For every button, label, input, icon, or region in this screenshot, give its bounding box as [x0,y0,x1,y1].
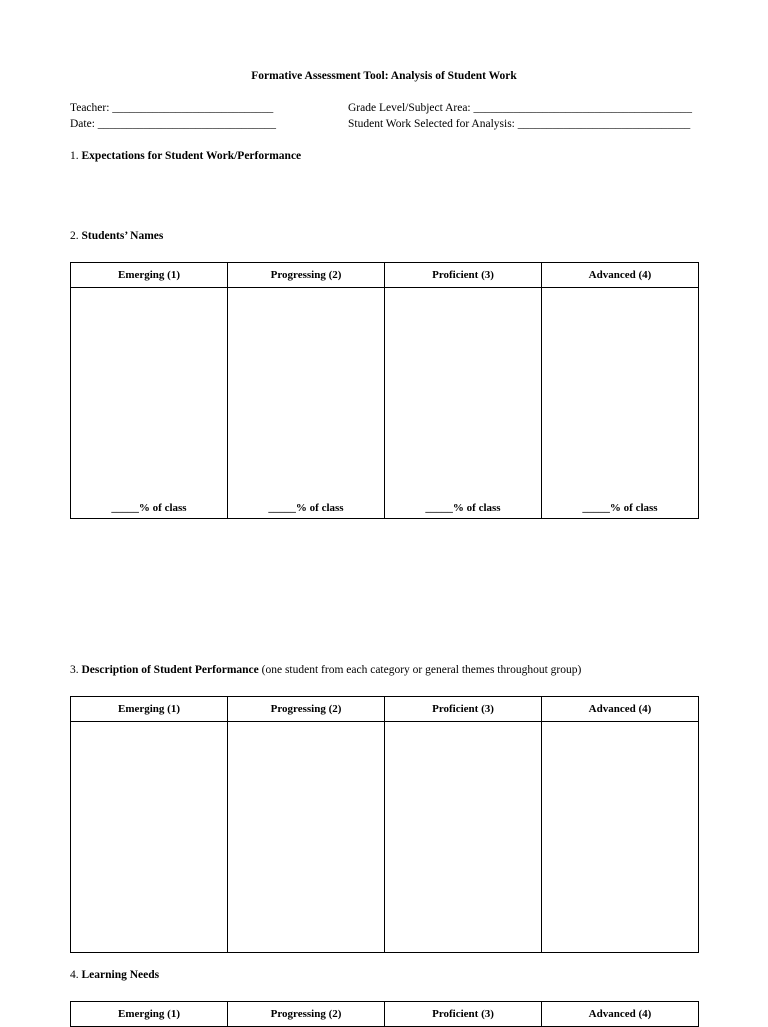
date-field[interactable]: Date: _______________________________ [70,118,277,130]
section-4-label: Learning Needs [81,969,160,981]
section-4-number: 4. [70,969,82,981]
column-header-proficient: Proficient (3) [385,263,542,288]
percent-of-class-proficient[interactable]: _____% of class [425,502,501,514]
column-header-advanced: Advanced (4) [542,1002,699,1027]
column-header-advanced: Advanced (4) [542,697,699,722]
document-title: Formative Assessment Tool: Analysis of Student Work [251,70,517,82]
percent-of-class-emerging[interactable]: _____% of class [111,502,187,514]
section-3-number: 3. [70,664,82,676]
column-header-emerging: Emerging (1) [71,263,228,288]
description-cell-emerging[interactable] [71,722,228,953]
grade-subject-field[interactable]: Grade Level/Subject Area: ______________________________________ [348,102,692,114]
section-4-heading [70,969,159,981]
percent-of-class-advanced[interactable]: _____% of class [582,502,658,514]
column-header-advanced: Advanced (4) [542,263,699,288]
names-cell-emerging[interactable] [71,288,228,519]
work-selected-field[interactable]: Student Work Selected for Analysis: ______________________________ [348,118,691,130]
performance-description-table [70,696,699,953]
column-header-progressing: Progressing (2) [228,697,385,722]
section-3-heading [70,664,581,676]
description-cell-advanced[interactable] [542,722,699,953]
section-1-label: Expectations for Student Work/Performance [81,150,302,162]
column-header-progressing: Progressing (2) [228,263,385,288]
column-header-emerging: Emerging (1) [71,697,228,722]
column-header-emerging: Emerging (1) [71,1002,228,1027]
column-header-progressing: Progressing (2) [228,1002,385,1027]
names-cell-progressing[interactable] [228,288,385,519]
description-cell-proficient[interactable] [385,722,542,953]
learning-needs-table [70,1001,699,1027]
teacher-field[interactable]: Teacher: ____________________________ [70,102,274,114]
percent-of-class-progressing[interactable]: _____% of class [268,502,344,514]
section-3-note: (one student from each category or general themes throughout group) [258,664,582,676]
section-2-heading [70,230,163,242]
column-header-proficient: Proficient (3) [385,697,542,722]
names-cell-proficient[interactable] [385,288,542,519]
students-names-table [70,262,699,519]
section-2-number: 2. [70,230,82,242]
section-3-label: Description of Student Performance [81,664,259,676]
description-cell-progressing[interactable] [228,722,385,953]
section-1-number: 1. [70,150,82,162]
column-header-proficient: Proficient (3) [385,1002,542,1027]
section-1-heading [70,150,301,162]
section-2-label: Students’ Names [81,230,164,242]
names-cell-advanced[interactable] [542,288,699,519]
